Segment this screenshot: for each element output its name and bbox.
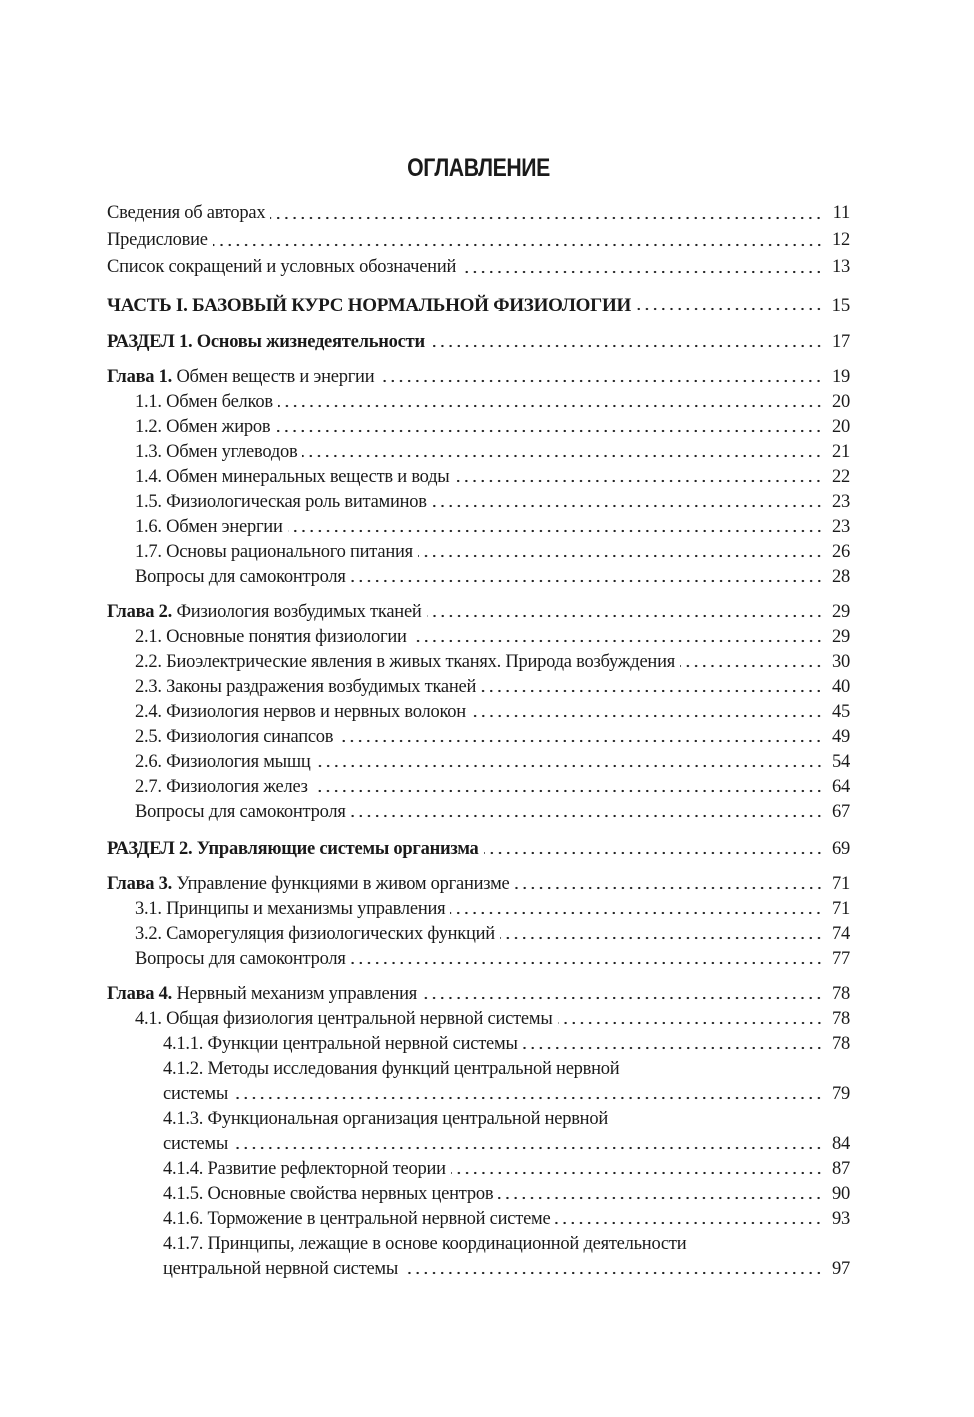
toc-entry-page: 30 xyxy=(832,652,850,672)
toc-entry-continuation: системы xyxy=(163,1134,229,1154)
toc-entry-page: 87 xyxy=(832,1159,850,1179)
toc-entry[interactable] xyxy=(107,1057,850,1082)
dot-leader xyxy=(278,404,823,408)
toc-entry[interactable] xyxy=(107,982,850,1007)
dot-leader xyxy=(680,664,823,668)
page-title: ОГЛАВЛЕНИЕ xyxy=(407,154,550,182)
toc-entry-text: 1.4. Обмен минеральных веществ и воды xyxy=(135,467,450,487)
toc-entry-label xyxy=(135,440,297,465)
toc-entry-text: 4.1.1. Функции центральной нервной системы xyxy=(163,1034,518,1054)
toc-entry-text: Обмен веществ и энергии xyxy=(176,367,375,387)
toc-entry[interactable] xyxy=(107,227,850,254)
dot-leader xyxy=(233,1146,823,1150)
dot-leader xyxy=(412,639,823,643)
toc-entry-label xyxy=(163,1032,518,1057)
dot-leader xyxy=(636,307,823,311)
toc-entry-label xyxy=(163,1057,619,1082)
toc-entry[interactable] xyxy=(107,293,850,318)
toc-entry-text: 3.2. Саморегуляция физиологических функций xyxy=(135,924,495,944)
toc-entry[interactable] xyxy=(107,1157,850,1182)
toc-entry-text: Сведения об авторах xyxy=(107,203,266,223)
toc-entry[interactable] xyxy=(107,650,850,675)
toc-entry-page: 12 xyxy=(832,230,850,250)
toc-entry-page: 67 xyxy=(832,802,850,822)
dot-leader xyxy=(430,344,823,348)
toc-entry[interactable] xyxy=(107,1082,850,1107)
toc-entry-page: 23 xyxy=(832,492,850,512)
toc-entry[interactable] xyxy=(107,330,850,355)
toc-entry-text: 4.1.3. Функциональная организация центральной нервной xyxy=(163,1109,608,1129)
dot-leader xyxy=(461,270,823,274)
toc-entry-page: 71 xyxy=(832,899,850,919)
toc-entry-page: 40 xyxy=(832,677,850,697)
dot-leader xyxy=(403,1271,823,1275)
toc-entry-text: 1.6. Обмен энергии xyxy=(135,517,283,537)
toc-entry-prefix: Глава 2. xyxy=(107,602,173,622)
toc-entry[interactable] xyxy=(107,625,850,650)
toc-entry-text: 2.4. Физиология нервов и нервных волокон xyxy=(135,702,466,722)
toc-entry-label xyxy=(135,750,311,775)
toc-entry-label xyxy=(107,227,208,254)
toc-entry-text: Основы жизнедеятельности xyxy=(196,332,425,352)
toc-entry-label xyxy=(135,565,346,590)
toc-entry-text: 3.1. Принципы и механизмы управления xyxy=(135,899,446,919)
dot-leader xyxy=(351,579,823,583)
dot-leader xyxy=(500,936,823,940)
toc-entry-text: 2.2. Биоэлектрические явления в живых тканях. Природа возбуждения xyxy=(135,652,675,672)
toc-entry-page: 78 xyxy=(832,984,850,1004)
toc-entry-page: 84 xyxy=(832,1134,850,1154)
toc-entry-page: 15 xyxy=(831,295,850,316)
toc-entry[interactable] xyxy=(107,750,850,775)
toc-entry-text: 2.5. Физиология синапсов xyxy=(135,727,334,747)
toc-entry-label xyxy=(135,625,407,650)
toc-entry-label xyxy=(135,415,270,440)
dot-leader xyxy=(555,1221,823,1225)
toc-entry-page: 77 xyxy=(832,949,850,969)
toc-entry-page: 64 xyxy=(832,777,850,797)
toc-entry[interactable] xyxy=(107,390,850,415)
toc-entry-label xyxy=(107,330,425,355)
toc-entry-text: 4.1.2. Методы исследования функций центральной нервной xyxy=(163,1059,620,1079)
toc-entry[interactable] xyxy=(107,775,850,800)
toc-entry[interactable] xyxy=(107,922,850,947)
toc-entry-page: 90 xyxy=(832,1184,850,1204)
toc-entry-label xyxy=(135,1007,553,1032)
toc-entry[interactable] xyxy=(107,675,850,700)
toc-entry-text: 4.1.6. Торможение в центральной нервной системе xyxy=(163,1209,551,1229)
toc-entry-label xyxy=(135,800,346,825)
dot-leader xyxy=(288,529,823,533)
toc-entry-page: 45 xyxy=(832,702,850,722)
dot-leader xyxy=(481,689,823,693)
dot-leader xyxy=(558,1021,823,1025)
toc-entry-label xyxy=(163,1157,446,1182)
toc-entry[interactable] xyxy=(107,837,850,862)
toc-entry-page: 22 xyxy=(832,467,850,487)
toc-entry-page: 26 xyxy=(832,542,850,562)
table-of-contents xyxy=(107,150,850,1282)
dot-leader xyxy=(422,996,823,1000)
toc-entry-page: 79 xyxy=(832,1084,850,1104)
toc-entry-label xyxy=(135,390,273,415)
dot-leader xyxy=(302,454,823,458)
toc-entry-continuation: центральной нервной системы xyxy=(163,1259,399,1279)
toc-list xyxy=(107,200,850,1282)
toc-entry-label xyxy=(135,947,346,972)
toc-entry[interactable] xyxy=(107,415,850,440)
toc-entry-text: Вопросы для самоконтроля xyxy=(135,567,346,587)
toc-entry[interactable] xyxy=(107,947,850,972)
dot-leader xyxy=(275,429,823,433)
dot-leader xyxy=(270,216,823,220)
toc-entry-text: Вопросы для самоконтроля xyxy=(135,949,346,969)
toc-entry-text: Физиология возбудимых тканей xyxy=(176,602,422,622)
toc-entry-page: 23 xyxy=(832,517,850,537)
toc-entry-text: 1.5. Физиологическая роль витаминов xyxy=(135,492,427,512)
dot-leader xyxy=(351,814,823,818)
dot-leader xyxy=(213,243,823,247)
toc-entry-page: 49 xyxy=(832,727,850,747)
toc-entry[interactable] xyxy=(107,465,850,490)
toc-entry[interactable] xyxy=(107,1257,850,1282)
toc-entry-text: 2.7. Физиология желез xyxy=(135,777,308,797)
toc-entry[interactable] xyxy=(107,515,850,540)
dot-leader xyxy=(471,714,823,718)
toc-entry-page: 69 xyxy=(832,839,850,859)
toc-entry[interactable] xyxy=(107,254,850,281)
toc-entry-label xyxy=(107,365,374,390)
toc-entry-label xyxy=(135,897,445,922)
dot-leader xyxy=(484,851,823,855)
toc-entry-label xyxy=(107,293,631,318)
toc-entry-text: 1.7. Основы рационального питания xyxy=(135,542,413,562)
toc-entry-page: 74 xyxy=(832,924,850,944)
toc-entry-text: 1.2. Обмен жиров xyxy=(135,417,271,437)
toc-entry-label xyxy=(107,600,422,625)
toc-entry-text: 2.3. Законы раздражения возбудимых тканей xyxy=(135,677,477,697)
toc-entry-label xyxy=(135,650,675,675)
toc-entry-text: 4.1.4. Развитие рефлекторной теории xyxy=(163,1159,446,1179)
dot-leader xyxy=(515,886,824,890)
toc-entry-label xyxy=(163,1232,686,1257)
toc-entry-label xyxy=(135,515,283,540)
toc-entry-text: 1.1. Обмен белков xyxy=(135,392,273,412)
toc-entry-label xyxy=(135,700,466,725)
toc-entry-page: 54 xyxy=(832,752,850,772)
dot-leader xyxy=(432,504,823,508)
dot-leader xyxy=(451,1171,823,1175)
toc-entry[interactable] xyxy=(107,1032,850,1057)
toc-entry-label xyxy=(135,775,308,800)
toc-entry-label xyxy=(107,200,265,227)
toc-entry-continuation: системы xyxy=(163,1084,229,1104)
toc-entry-page: 20 xyxy=(832,392,850,412)
toc-entry-page: 29 xyxy=(832,627,850,647)
dot-leader xyxy=(454,479,823,483)
dot-leader xyxy=(338,739,823,743)
toc-entry-prefix: РАЗДЕЛ 2. xyxy=(107,839,193,859)
toc-entry[interactable] xyxy=(107,600,850,625)
toc-entry-label xyxy=(135,725,333,750)
dot-leader xyxy=(316,764,824,768)
toc-entry-text: ЧАСТЬ I. БАЗОВЫЙ КУРС НОРМАЛЬНОЙ ФИЗИОЛОГИИ xyxy=(107,295,632,316)
dot-leader xyxy=(418,554,823,558)
toc-entry-label xyxy=(135,540,413,565)
toc-entry-page: 19 xyxy=(832,367,850,387)
toc-entry[interactable] xyxy=(107,200,850,227)
toc-entry-label xyxy=(135,675,476,700)
toc-entry-page: 13 xyxy=(832,257,850,277)
toc-entry[interactable] xyxy=(107,540,850,565)
toc-entry-prefix: Глава 1. xyxy=(107,367,173,387)
toc-entry-label xyxy=(107,837,479,862)
dot-leader xyxy=(427,614,823,618)
toc-entry-text: Список сокращений и условных обозначений xyxy=(107,257,457,277)
toc-entry[interactable] xyxy=(107,365,850,390)
toc-entry-label xyxy=(107,982,417,1007)
toc-entry-text: 4.1. Общая физиология центральной нервной системы xyxy=(135,1009,553,1029)
toc-entry-text: 4.1.7. Принципы, лежащие в основе координационной деятельности xyxy=(163,1234,687,1254)
toc-entry-text: 2.6. Физиология мышц xyxy=(135,752,311,772)
toc-entry[interactable] xyxy=(107,700,850,725)
toc-entry-text: 4.1.5. Основные свойства нервных центров xyxy=(163,1184,494,1204)
toc-entry-prefix: Глава 4. xyxy=(107,984,173,1004)
toc-entry-label xyxy=(135,490,427,515)
toc-entry-text: Вопросы для самоконтроля xyxy=(135,802,346,822)
toc-entry[interactable] xyxy=(107,565,850,590)
toc-entry-page: 29 xyxy=(832,602,850,622)
toc-entry-prefix: РАЗДЕЛ 1. xyxy=(107,332,193,352)
toc-entry-page: 11 xyxy=(832,203,850,223)
toc-entry[interactable] xyxy=(107,800,850,825)
toc-entry-text: Управляющие системы организма xyxy=(196,839,479,859)
dot-leader xyxy=(450,911,823,915)
toc-entry[interactable] xyxy=(107,1132,850,1157)
toc-entry[interactable] xyxy=(107,725,850,750)
toc-entry-page: 21 xyxy=(832,442,850,462)
toc-entry[interactable] xyxy=(107,1182,850,1207)
toc-entry-text: Нервный механизм управления xyxy=(176,984,418,1004)
dot-leader xyxy=(313,789,823,793)
toc-entry-label xyxy=(163,1107,608,1132)
toc-entry[interactable] xyxy=(107,1207,850,1232)
dot-leader xyxy=(351,961,823,965)
toc-entry-page: 78 xyxy=(832,1009,850,1029)
toc-entry-label xyxy=(107,872,510,897)
toc-entry-page: 97 xyxy=(832,1259,850,1279)
toc-entry-label xyxy=(163,1207,550,1232)
toc-entry-text: 1.3. Обмен углеводов xyxy=(135,442,298,462)
toc-entry-page: 71 xyxy=(832,874,850,894)
toc-entry-label xyxy=(107,254,456,281)
toc-entry-page: 20 xyxy=(832,417,850,437)
toc-entry-page: 78 xyxy=(832,1034,850,1054)
toc-entry[interactable] xyxy=(107,872,850,897)
toc-entry[interactable] xyxy=(107,1107,850,1132)
toc-entry[interactable] xyxy=(107,1007,850,1032)
toc-entry-page: 93 xyxy=(832,1209,850,1229)
toc-entry-text: Предисловие xyxy=(107,230,208,250)
toc-entry-text: 2.1. Основные понятия физиологии xyxy=(135,627,407,647)
toc-entry-prefix: Глава 3. xyxy=(107,874,173,894)
dot-leader xyxy=(379,379,823,383)
toc-entry[interactable] xyxy=(107,440,850,465)
toc-entry[interactable] xyxy=(107,1232,850,1257)
dot-leader xyxy=(498,1196,823,1200)
toc-entry-label xyxy=(135,465,449,490)
toc-entry-label xyxy=(163,1182,493,1207)
toc-entry-label xyxy=(135,922,495,947)
toc-entry[interactable] xyxy=(107,897,850,922)
toc-entry-page: 17 xyxy=(832,332,850,352)
dot-leader xyxy=(233,1096,823,1100)
toc-entry[interactable] xyxy=(107,490,850,515)
dot-leader xyxy=(523,1046,823,1050)
toc-entry-text: Управление функциями в живом организме xyxy=(176,874,510,894)
toc-entry-page: 28 xyxy=(832,567,850,587)
